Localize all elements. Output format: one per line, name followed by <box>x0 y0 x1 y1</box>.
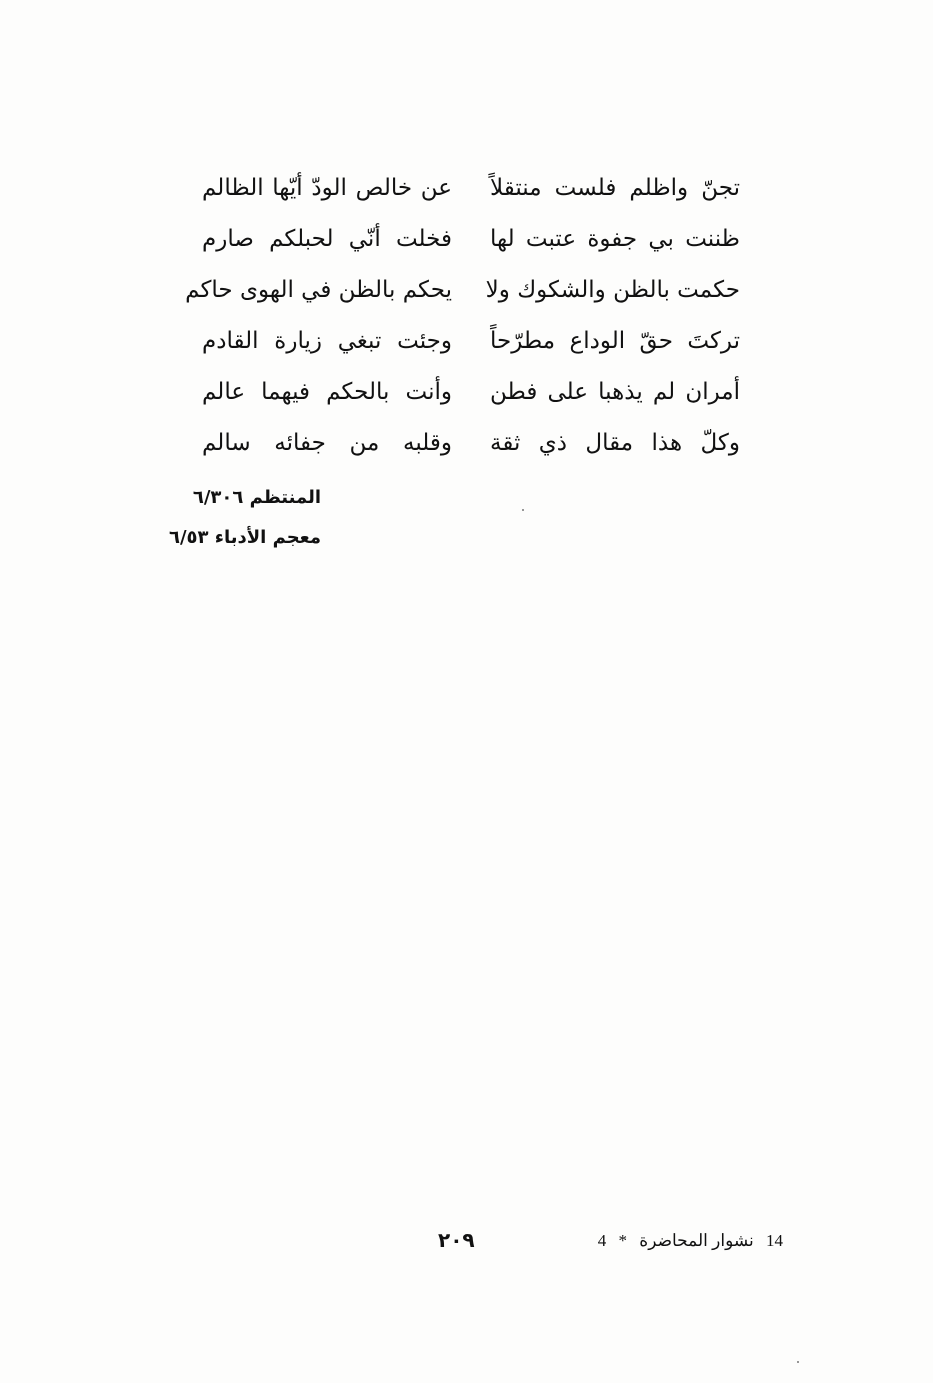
page-footer <box>0 1226 933 1256</box>
verse-first-hemistich: تركتَ حقّ الوداع مطرّحاً <box>490 328 740 354</box>
printer-signature-mark <box>590 1228 783 1254</box>
verse-second-hemistich: فخلت أنّي لحبلكم صارم <box>202 226 452 252</box>
source-references <box>169 478 321 558</box>
verse-first-hemistich: تجنّ واظلم فلست منتقلاً <box>490 175 740 201</box>
scan-speck <box>522 509 524 511</box>
signature-star: * <box>618 1231 628 1250</box>
verse-second-hemistich: وأنت بالحكم فيهما عالم <box>202 379 452 405</box>
page-number: ٢٠٩ <box>438 1228 475 1252</box>
verse-first-hemistich: وكلّ هذا مقال ذي ثقة <box>490 430 740 456</box>
verse <box>185 270 750 321</box>
verse <box>190 423 750 474</box>
verse-first-hemistich: ظننت بي جفوة عتبت لها <box>490 226 740 252</box>
scan-speck <box>797 1361 799 1363</box>
verse-first-hemistich: حكمت بالظن والشكوك ولا <box>485 277 740 303</box>
verse-second-hemistich: يحكم بالظن في الهوى حاكم <box>185 277 452 303</box>
source-reference: معجم الأدباء ٦/٥٣ <box>168 527 321 548</box>
signature-title: نشوار المحاضرة <box>639 1231 754 1250</box>
verse <box>190 219 750 270</box>
signature-number: 14 <box>766 1231 783 1250</box>
verse-first-hemistich: أمران لم يذهبا على فطن <box>490 379 740 405</box>
verse <box>190 168 750 219</box>
source-reference: المنتظم ٦/٣٠٦ <box>192 487 321 508</box>
verse-second-hemistich: وقلبه من جفائه سالم <box>202 430 452 456</box>
verse-second-hemistich: عن خالص الودّ أيّها الظالم <box>202 175 452 201</box>
signature-volume: 4 <box>597 1231 607 1250</box>
verse <box>190 372 750 423</box>
poem <box>185 168 750 474</box>
verse <box>190 321 750 372</box>
verse-second-hemistich: وجئت تبغي زيارة القادم <box>202 328 452 354</box>
